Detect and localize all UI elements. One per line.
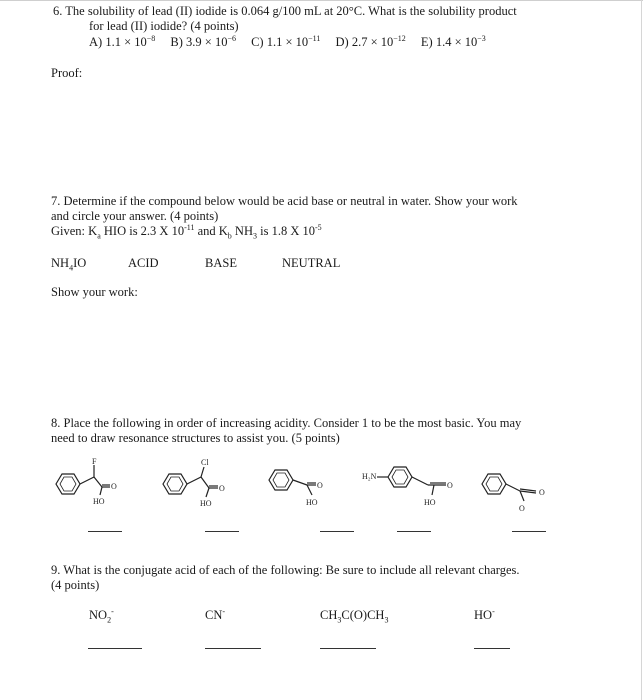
structure2-ho: HO (200, 499, 212, 508)
q8-blank-1[interactable] (88, 531, 122, 532)
q6-proof-label: Proof: (51, 66, 83, 80)
structure2-substituent: Cl (201, 458, 209, 467)
top-border (0, 0, 643, 1)
structure3-ho: HO (306, 498, 318, 507)
q8-line1: 8. Place the following in order of increasing acidity. Consider 1 to be the most basic. You may (51, 416, 522, 430)
structure-chloro-acid (163, 458, 225, 508)
q9-blank-4[interactable] (474, 648, 510, 649)
q9-blank-1[interactable] (88, 648, 142, 649)
q8-blank-4[interactable] (397, 531, 431, 532)
structure3-carbonyl-o: O (317, 481, 323, 490)
structure4-substituent: H₂N (362, 472, 377, 481)
q9-species-acetone: $CH_3C(O)CH_3$ (320, 608, 389, 625)
q9-species-cyanide: CN- (205, 606, 226, 622)
structure-fluoro-acid (56, 457, 117, 506)
q7-choice-neutral: NEUTRAL (282, 256, 341, 270)
right-border (641, 0, 642, 700)
structure4-ho: HO (424, 498, 436, 507)
q8-blank-2[interactable] (205, 531, 239, 532)
q6-line2: for lead (II) iodide? (4 points) (89, 19, 239, 33)
q7-compound: $NH_4IO$ (51, 256, 87, 273)
structure5-carbonyl-o: O (539, 488, 545, 497)
q9-species-hydroxide: HO- (474, 606, 495, 622)
q9-line2: (4 points) (51, 578, 100, 592)
q8-blank-5[interactable] (512, 531, 546, 532)
structure1-carbonyl-o: O (111, 482, 117, 491)
q6-option-d: D) $2.7 \times 10^{-12}$ (335, 33, 406, 49)
q8-line2: need to draw resonance structures to assist you. (5 points) (51, 431, 340, 445)
q9-line1: 9. What is the conjugate acid of each of the following: Be sure to include all relevant charges. (51, 563, 520, 577)
structure-ester (482, 474, 545, 513)
q6-line1: 6. The solubility of lead (II) iodide is 0.064 g/100 mL at 20°C. What is the solubility product (53, 4, 517, 18)
q8-structures (0, 455, 643, 535)
q7-show-work: Show your work: (51, 285, 138, 299)
q6-option-b: B) $3.9 \times 10^{-6}$ (170, 33, 236, 49)
q7-choice-acid: ACID (128, 256, 159, 270)
q9-species-nitrite: $NO_2^-$ (89, 606, 114, 625)
q6-options (89, 35, 498, 50)
q6-option-a: A) $1.1 \times 10^{-8}$ (89, 33, 156, 49)
q7-given: Given: $K_a$ HIO is 2.3 X $10^{-11}$ and $K_b$ $NH_3$ is 1.8 X $10^{-5}$ (51, 222, 322, 241)
q8-blank-3[interactable] (320, 531, 354, 532)
q7-line1: 7. Determine if the compound below would be acid base or neutral in water. Show your work (51, 194, 518, 208)
structure2-carbonyl-o: O (219, 484, 225, 493)
structure1-substituent: F (92, 457, 97, 466)
structure-phenylacetic-acid (269, 470, 323, 507)
structure1-ho: HO (93, 497, 105, 506)
q6-option-e: E) $1.4 \times 10^{-3}$ (420, 33, 486, 49)
q6-option-c: C) $1.1 \times 10^{-11}$ (251, 33, 321, 49)
q7-choice-base: BASE (205, 256, 237, 270)
q9-blank-2[interactable] (205, 648, 261, 649)
q7-line2: and circle your answer. (4 points) (51, 209, 219, 223)
q9-blank-3[interactable] (320, 648, 376, 649)
structure5-o: O (519, 504, 525, 513)
structure4-carbonyl-o: O (447, 481, 453, 490)
structure-amino-acid (362, 467, 453, 507)
